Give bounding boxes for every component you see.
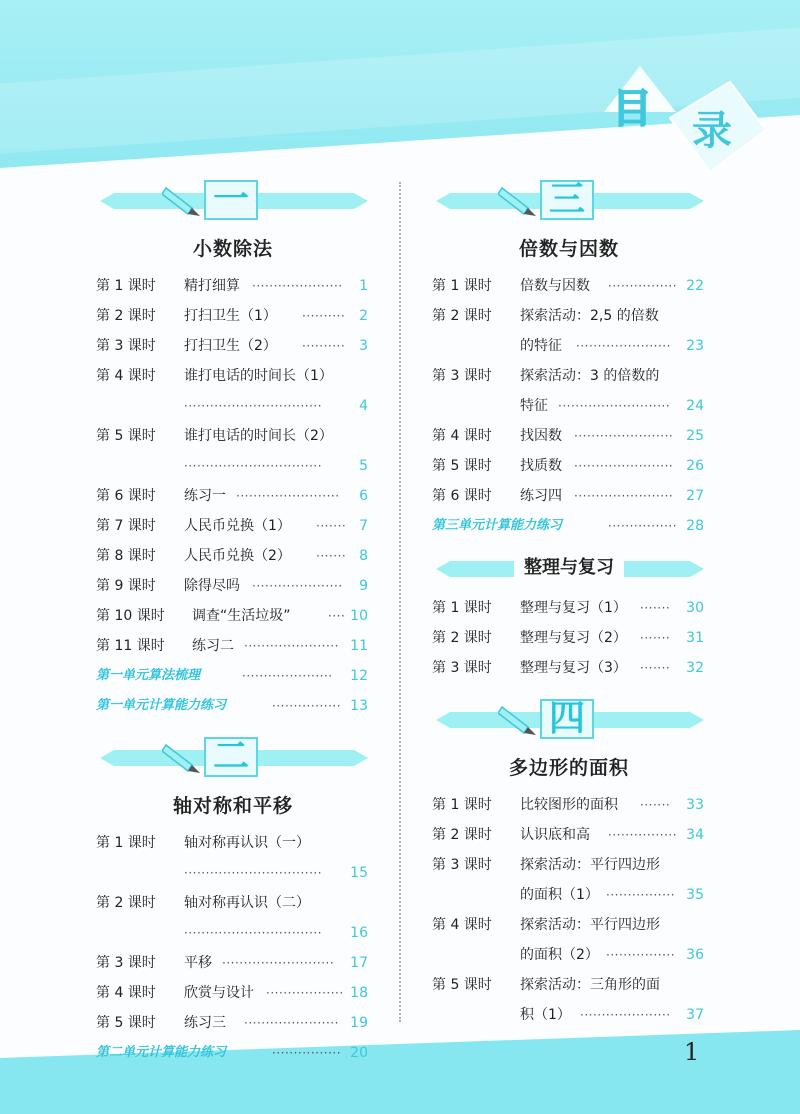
- topic-label: 练习三: [184, 1015, 226, 1031]
- topic-label: 认识底和高: [520, 827, 590, 843]
- unit-numeral: 三: [540, 180, 594, 220]
- toc-entry-continuation[interactable]: [428, 940, 710, 970]
- topic-label: 谁打电话的时间长（2）: [184, 428, 333, 444]
- leader-dots: ·······················: [574, 459, 674, 473]
- toc-entry[interactable]: [92, 571, 374, 601]
- page-number: 26: [686, 458, 704, 474]
- toc-entry[interactable]: [92, 331, 374, 361]
- lesson-label: 第 7 课时: [96, 518, 156, 534]
- page-number: 5: [359, 458, 368, 474]
- toc-entry-continuation[interactable]: [92, 918, 374, 948]
- unit-numeral: 二: [204, 737, 258, 777]
- page-number: 4: [359, 398, 368, 414]
- page-number: 7: [359, 518, 368, 534]
- toc-entry[interactable]: [428, 653, 710, 683]
- lesson-label: 第 5 课时: [432, 977, 492, 993]
- toc-entry-continuation[interactable]: [428, 1000, 710, 1030]
- title-char-lu: 录: [692, 108, 732, 154]
- lesson-label: 第 4 课时: [96, 368, 156, 384]
- page-number: 32: [686, 660, 704, 676]
- lesson-label: 第 6 课时: [96, 488, 156, 504]
- page-number: 34: [686, 827, 704, 843]
- page-number: 23: [686, 338, 704, 354]
- toc-entry[interactable]: [92, 601, 374, 631]
- toc-entry[interactable]: [428, 451, 710, 481]
- unit-numeral: 一: [204, 180, 258, 220]
- toc-entry[interactable]: [428, 271, 710, 301]
- toc-entry[interactable]: [92, 271, 374, 301]
- toc-entry-continuation[interactable]: [92, 451, 374, 481]
- unit-title: 倍数与因数: [518, 238, 619, 260]
- topic-label: 探索活动：平行四边形: [520, 857, 660, 873]
- pencil-icon: [162, 180, 202, 220]
- topic-label: 的特征: [520, 338, 562, 354]
- lesson-label: 第 11 课时: [96, 638, 165, 654]
- lesson-label: 第二单元计算能力练习: [96, 1045, 227, 1060]
- topic-label: 谁打电话的时间长（1）: [184, 368, 333, 384]
- page-number: 36: [686, 947, 704, 963]
- page-number: 18: [350, 985, 368, 1001]
- topic-label: 探索活动：3 的倍数的: [520, 368, 660, 384]
- unit-banner-3: [428, 178, 710, 224]
- topic-label: 练习二: [192, 638, 234, 654]
- toc-entry-review[interactable]: [428, 511, 710, 541]
- pencil-icon: [498, 180, 538, 220]
- lesson-label: 第 1 课时: [96, 278, 156, 294]
- topic-label: 人民币兑换（1）: [184, 518, 291, 534]
- page-number: 19: [350, 1015, 368, 1031]
- page-number: 1: [359, 278, 368, 294]
- leader-dots: ································: [184, 866, 323, 880]
- page-number: 37: [686, 1007, 704, 1023]
- lesson-label: 第 4 课时: [432, 917, 492, 933]
- toc-entry-continuation[interactable]: [92, 858, 374, 888]
- topic-label: 打扫卫生（1）: [184, 308, 277, 324]
- lesson-label: 第 2 课时: [432, 827, 492, 843]
- topic-label: 轴对称再认识（一）: [184, 835, 310, 851]
- lesson-label: 第 5 课时: [96, 1015, 156, 1031]
- lesson-label: 第 3 课时: [96, 338, 156, 354]
- toc-entry[interactable]: [428, 820, 710, 850]
- left-column: [92, 178, 374, 1068]
- page-number: 20: [350, 1045, 368, 1061]
- page-number: 22: [686, 278, 704, 294]
- lesson-label: 第 1 课时: [432, 797, 492, 813]
- toc-entry-review[interactable]: [92, 691, 374, 721]
- unit-title: 小数除法: [192, 238, 273, 260]
- topic-label: 特征: [520, 398, 548, 414]
- toc-entry[interactable]: [428, 790, 710, 820]
- toc-entry[interactable]: [92, 1008, 374, 1038]
- right-column: [428, 178, 710, 1030]
- toc-entry[interactable]: [92, 421, 374, 451]
- page-number: 33: [686, 797, 704, 813]
- lesson-label: 第 5 课时: [96, 428, 156, 444]
- toc-entry[interactable]: [92, 481, 374, 511]
- toc-entry-continuation[interactable]: [428, 391, 710, 421]
- topic-label: 人民币兑换（2）: [184, 548, 291, 564]
- toc-entry[interactable]: [428, 481, 710, 511]
- lesson-label: 第 1 课时: [96, 835, 156, 851]
- toc-entry[interactable]: [92, 301, 374, 331]
- topic-label: 整理与复习（2）: [520, 630, 627, 646]
- unit-title: 多边形的面积: [508, 757, 629, 779]
- page-number: 24: [686, 398, 704, 414]
- lesson-label: 第 3 课时: [432, 660, 492, 676]
- unit-banner-2: [92, 735, 374, 781]
- toc-entry[interactable]: [428, 850, 710, 880]
- leader-dots: ················: [608, 279, 678, 293]
- leader-dots: ·······: [640, 631, 671, 645]
- lesson-label: 第 4 课时: [96, 985, 156, 1001]
- toc-entry[interactable]: [428, 593, 710, 623]
- topic-label: 打扫卫生（2）: [184, 338, 277, 354]
- topic-label: 轴对称再认识（二）: [184, 895, 310, 911]
- toc-entry[interactable]: [428, 301, 710, 331]
- leader-dots: ························: [236, 489, 340, 503]
- topic-label: 探索活动：2,5 的倍数: [520, 308, 659, 324]
- topic-label: 练习一: [184, 488, 226, 504]
- page-number-footer: 1: [684, 1038, 700, 1066]
- page-number: 25: [686, 428, 704, 444]
- lesson-label: 第 4 课时: [432, 428, 492, 444]
- page-number: 2: [359, 308, 368, 324]
- toc-entry-continuation[interactable]: [428, 331, 710, 361]
- leader-dots: ······················: [244, 639, 339, 653]
- topic-label: 探索活动：三角形的面: [520, 977, 660, 993]
- leader-dots: ··························: [558, 399, 671, 413]
- lesson-label: 第 2 课时: [432, 630, 492, 646]
- leader-dots: ·······················: [574, 489, 674, 503]
- leader-dots: ·······: [316, 519, 347, 533]
- page-number: 16: [350, 925, 368, 941]
- lesson-label: 第 10 课时: [96, 608, 165, 624]
- review-title: 整理与复习: [514, 551, 624, 581]
- topic-label: 的面积（1）: [520, 887, 599, 903]
- unit-banner-1: [92, 178, 374, 224]
- page-number: 9: [359, 578, 368, 594]
- lesson-label: 第 9 课时: [96, 578, 156, 594]
- leader-dots: ··························: [222, 956, 335, 970]
- leader-dots: ··········: [302, 309, 346, 323]
- page-number: 30: [686, 600, 704, 616]
- lesson-label: 第 2 课时: [96, 308, 156, 324]
- lesson-label: 第三单元计算能力练习: [432, 518, 563, 533]
- pencil-icon: [162, 737, 202, 777]
- lesson-label: 第 1 课时: [432, 278, 492, 294]
- topic-label: 找质数: [520, 458, 562, 474]
- review-banner: [428, 551, 710, 587]
- leader-dots: ································: [184, 926, 323, 940]
- toc-entry-continuation[interactable]: [92, 391, 374, 421]
- toc-entry[interactable]: [428, 421, 710, 451]
- toc-entry[interactable]: [92, 631, 374, 661]
- toc-entry[interactable]: [92, 511, 374, 541]
- leader-dots: ······················: [576, 339, 671, 353]
- toc-entry[interactable]: [428, 361, 710, 391]
- leader-dots: ································: [184, 459, 323, 473]
- toc-entry[interactable]: [428, 623, 710, 653]
- toc-entry[interactable]: [92, 541, 374, 571]
- page-number: 13: [350, 698, 368, 714]
- leader-dots: ················: [608, 828, 678, 842]
- topic-label: 积（1）: [520, 1007, 571, 1023]
- topic-label: 欣赏与设计: [184, 985, 254, 1001]
- leader-dots: ·····················: [252, 579, 343, 593]
- lesson-label: 第 2 课时: [96, 895, 156, 911]
- page-number: 27: [686, 488, 704, 504]
- lesson-label: 第一单元计算能力练习: [96, 698, 227, 713]
- topic-label: 找因数: [520, 428, 562, 444]
- lesson-label: 第 8 课时: [96, 548, 156, 564]
- page-number: 35: [686, 887, 704, 903]
- column-divider: [399, 182, 401, 1022]
- leader-dots: ·····················: [252, 279, 343, 293]
- toc-entry-continuation[interactable]: [428, 880, 710, 910]
- topic-label: 探索活动：平行四边形: [520, 917, 660, 933]
- toc-entry[interactable]: [428, 910, 710, 940]
- topic-label: 整理与复习（1）: [520, 600, 627, 616]
- page-number: 3: [359, 338, 368, 354]
- topic-label: 练习四: [520, 488, 562, 504]
- unit-banner-4: [428, 697, 710, 743]
- leader-dots: ·······: [640, 798, 671, 812]
- page-number: 15: [350, 865, 368, 881]
- toc-entry[interactable]: [92, 978, 374, 1008]
- leader-dots: ················: [272, 699, 342, 713]
- page-number: 8: [359, 548, 368, 564]
- unit-title: 轴对称和平移: [172, 795, 293, 817]
- toc-entry-review[interactable]: [92, 1038, 374, 1068]
- page-number: 10: [350, 608, 368, 624]
- leader-dots: ·······: [640, 661, 671, 675]
- topic-label: 比较图形的面积: [520, 797, 618, 813]
- leader-dots: ·······: [316, 549, 347, 563]
- topic-label: 倍数与因数: [520, 278, 590, 294]
- leader-dots: ·····················: [580, 1008, 671, 1022]
- toc-entry-review[interactable]: [92, 661, 374, 691]
- page-number: 28: [686, 518, 704, 534]
- toc-entry[interactable]: [92, 828, 374, 858]
- page-number: 6: [359, 488, 368, 504]
- page-number: 11: [350, 638, 368, 654]
- toc-entry[interactable]: [92, 948, 374, 978]
- leader-dots: ·······: [640, 601, 671, 615]
- topic-label: 精打细算: [184, 278, 240, 294]
- leader-dots: ······················: [244, 1016, 339, 1030]
- leader-dots: ················: [606, 888, 676, 902]
- leader-dots: ····: [328, 609, 346, 623]
- topic-label: 除得尽吗: [184, 578, 240, 594]
- lesson-label: 第 3 课时: [96, 955, 156, 971]
- lesson-label: 第 3 课时: [432, 368, 492, 384]
- lesson-label: 第 1 课时: [432, 600, 492, 616]
- leader-dots: ·····················: [242, 669, 333, 683]
- topic-label: 的面积（2）: [520, 947, 599, 963]
- leader-dots: ················: [608, 519, 678, 533]
- lesson-label: 第 3 课时: [432, 857, 492, 873]
- leader-dots: ················: [272, 1046, 342, 1060]
- leader-dots: ··········: [302, 339, 346, 353]
- lesson-label: 第 6 课时: [432, 488, 492, 504]
- toc-entry[interactable]: [92, 361, 374, 391]
- leader-dots: ················: [606, 948, 676, 962]
- page-number: 12: [350, 668, 368, 684]
- pencil-icon: [498, 699, 538, 739]
- leader-dots: ·······················: [574, 429, 674, 443]
- contents-title-badge: [600, 60, 770, 180]
- leader-dots: ··················: [266, 986, 344, 1000]
- page-number: 31: [686, 630, 704, 646]
- leader-dots: ································: [184, 399, 323, 413]
- topic-label: 平移: [184, 955, 212, 971]
- toc-entry[interactable]: [92, 888, 374, 918]
- toc-entry[interactable]: [428, 970, 710, 1000]
- topic-label: 调查“生活垃圾”: [192, 608, 291, 624]
- lesson-label: 第一单元算法梳理: [96, 668, 201, 683]
- title-char-mu: 目: [612, 86, 652, 132]
- unit-numeral: 四: [540, 699, 594, 739]
- page-number: 17: [350, 955, 368, 971]
- lesson-label: 第 5 课时: [432, 458, 492, 474]
- topic-label: 整理与复习（3）: [520, 660, 627, 676]
- lesson-label: 第 2 课时: [432, 308, 492, 324]
